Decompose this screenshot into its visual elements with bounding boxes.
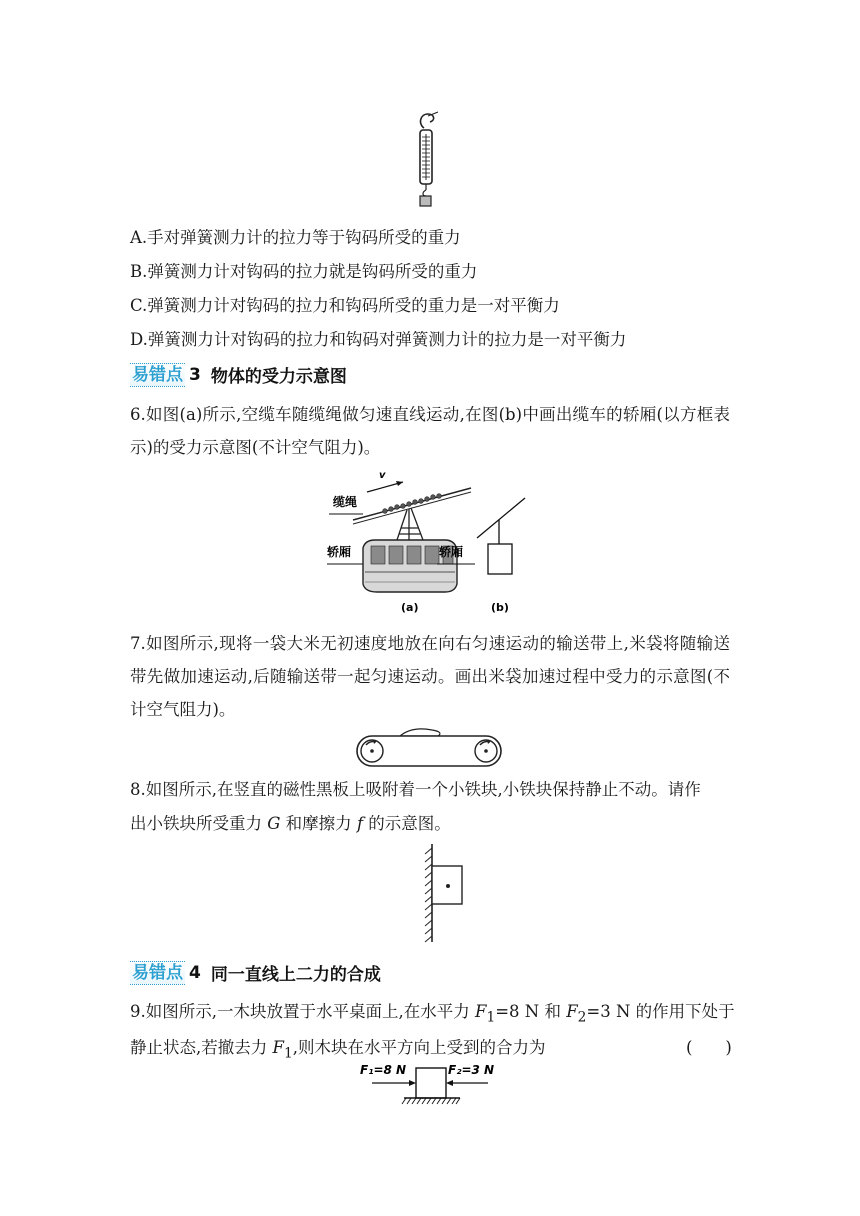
q9-text-e: ,则木块在水平方向上受到的合力为	[292, 1038, 546, 1057]
q8-symbol-f: f	[356, 814, 364, 833]
question-6-text: 6.如图(a)所示,空缆车随缆绳做匀速直线运动,在图(b)中画出缆车的轿厢(以方框表示)的受力示意图(不计空气阻力)。	[130, 405, 730, 457]
q9-f2-symbol: F	[566, 1002, 578, 1021]
cable-car-figure	[325, 468, 550, 618]
cabin-label-a: 轿厢	[327, 545, 352, 559]
wood-block	[416, 1068, 446, 1098]
q9-f-sub: 1	[283, 1045, 293, 1062]
question-8-line-1: 8.如图所示,在竖直的磁性黑板上吸附着一个小铁块,小铁块保持静止不动。请作	[130, 780, 701, 799]
q9-text-d: 静止状态,若撤去力	[130, 1038, 273, 1057]
magnet-board-figure	[422, 842, 466, 944]
q9-f2-sub: 2	[577, 1009, 587, 1026]
q8-symbol-g: G	[267, 814, 281, 833]
answer-blank[interactable]: ( )	[686, 1038, 732, 1057]
force-block-figure	[360, 1060, 510, 1106]
option-c: C.弹簧测力计对钩码的拉力和钩码所受的重力是一对平衡力	[130, 296, 560, 315]
question-8-line-2	[130, 810, 451, 834]
question-9-line-2	[130, 1034, 545, 1061]
option-a: A.手对弹簧测力计的拉力等于钩码所受的重力	[130, 228, 461, 247]
cabin-label-b: 轿厢	[439, 545, 464, 559]
f1-label: F₁=8 N	[360, 1063, 407, 1077]
q9-text-c: =3 N 的作用下处于	[586, 1002, 735, 1021]
section-title: 物体的受力示意图	[210, 367, 347, 387]
spring-scale-figure	[408, 110, 444, 210]
q9-f1-symbol: F	[474, 1002, 487, 1021]
question-9-line-1	[130, 998, 735, 1025]
caption-b: (b)	[491, 601, 509, 614]
question-7-text: 7.如图所示,现将一袋大米无初速度地放在向右匀速运动的输送带上,米袋将随输送带先做加速运动,后随输送带一起匀速运动。画出米袋加速过程中受力的示意图(不计空气阻力)。	[130, 634, 730, 719]
option-d: D.弹簧测力计对钩码的拉力和钩码对弹簧测力计的拉力是一对平衡力	[130, 330, 627, 349]
cable-label: 缆绳	[333, 495, 358, 509]
q9-f-symbol: F	[272, 1038, 284, 1057]
section-number: 3	[189, 364, 201, 385]
conveyor-belt-figure	[352, 722, 506, 770]
q9-text-b: =8 N 和	[495, 1002, 567, 1021]
f2-label: F₂=3 N	[448, 1063, 495, 1077]
q8-text-a: 出小铁块所受重力	[130, 814, 268, 833]
section-title: 同一直线上二力的合成	[210, 965, 381, 985]
option-b: B.弹簧测力计对钩码的拉力就是钩码所受的重力	[130, 262, 478, 281]
section-number: 4	[189, 962, 201, 983]
rice-bag	[400, 729, 440, 736]
q9-f1-sub: 1	[486, 1009, 496, 1026]
hook-top	[421, 114, 434, 128]
section-3-header	[130, 362, 347, 387]
section-badge: 易错点	[132, 364, 183, 385]
hook-weight	[420, 196, 431, 206]
section-badge: 易错点	[132, 962, 183, 983]
cabin-box-b	[488, 544, 512, 574]
velocity-label: v	[379, 470, 386, 481]
caption-a: (a)	[401, 601, 419, 614]
q9-text-a: 9.如图所示,一木块放置于水平桌面上,在水平力	[130, 1002, 475, 1021]
section-4-header	[130, 960, 381, 985]
q8-text-b: 和摩擦力	[280, 814, 357, 833]
q8-text-c: 的示意图。	[363, 814, 451, 833]
